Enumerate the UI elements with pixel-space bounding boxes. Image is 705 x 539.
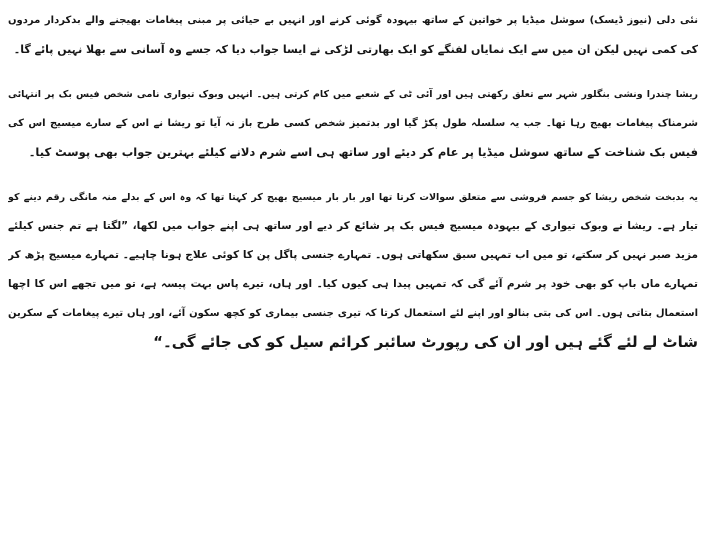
text-line: مزید صبر نہیں کر سکتے، تو میں اب تمہیں سبق سکھاتی ہوں۔ تمہارے جنسی پاگل پن کا کوئی علاج ہونا چاہیے۔ تمہارے میسیج پڑھ کر [8, 249, 698, 261]
text-line: ریشا چندرا ونشی بنگلور شہر سے تعلق رکھتی ہیں اور آئی ٹی کے شعبے میں کام کرتی ہیں۔ انہیں وبوک تیواری نامی شخص فیس بک پر انتہائی [8, 89, 698, 100]
text-line: شرمناک پیغامات بھیج رہا تھا۔ جب یہ سلسلہ طول پکڑ گیا اور بدتمیز شخص کسی طرح باز نہ آیا تو ریشا نے اس کے سارے میسیج اس کی [8, 118, 698, 129]
text-line: تمہارے ماں باپ کو بھی خود پر شرم آئے گی کہ تمہیں پیدا ہی کیوں کیا۔ اور ہاں، تیرے پاس بہت پیسہ ہے، تو میں تجھے اس کا اچھا [8, 278, 698, 290]
text-line: تیار ہے۔ ریشا نے وبوک تیواری کے بیہودہ میسیج فیس بک پر شائع کر دیے اور ساتھ ہی اپنے جواب میں لکھا، ”لگتا ہے تم جنس کیلئے [8, 220, 698, 232]
text-line: یہ بدبخت شخص ریشا کو جسم فروشی سے متعلق سوالات کرتا تھا اور بار بار میسیج بھیج کر کہتا تھا کہ وہ اس کے بدلے منہ مانگی رقم دینے کو [8, 192, 698, 203]
text-line: شاٹ لے لئے گئے ہیں اور ان کی رپورٹ سائبر کرائم سیل کو کی جائے گی۔“ [153, 333, 698, 351]
paragraph-response [8, 183, 698, 357]
article-body [8, 6, 698, 373]
text-line: استعمال بتاتی ہوں۔ اس کی بتی بنالو اور اپنے لئے استعمال کرتا کہ تیری جنسی بیماری کو کچھ سکون آئے، اور ہاں تیرے پیغامات کے سکرین [8, 308, 698, 319]
paragraph-background [8, 80, 698, 167]
text-line: نئی دلی (نیوز ڈیسک) سوشل میڈیا پر خواتین کے ساتھ بیہودہ گوئی کرنے اور انہیں بے حیائی پر مبنی پیغامات بھیجنے والے بدکردار مردوں [8, 15, 698, 26]
text-line: کی کمی نہیں لیکن ان میں سے ایک نمایاں لفنگے کو ایک بھارتی لڑکی نے ایسا جواب دیا کہ جسے وہ آسانی سے بھلا نہیں پائے گا۔ [13, 43, 698, 56]
paragraph-intro [8, 6, 698, 64]
text-line: فیس بک شناخت کے ساتھ سوشل میڈیا پر عام کر دیئے اور ساتھ ہی اسے شرم دلانے کیلئے بہترین جواب بھی پوسٹ کیا۔ [28, 145, 698, 159]
